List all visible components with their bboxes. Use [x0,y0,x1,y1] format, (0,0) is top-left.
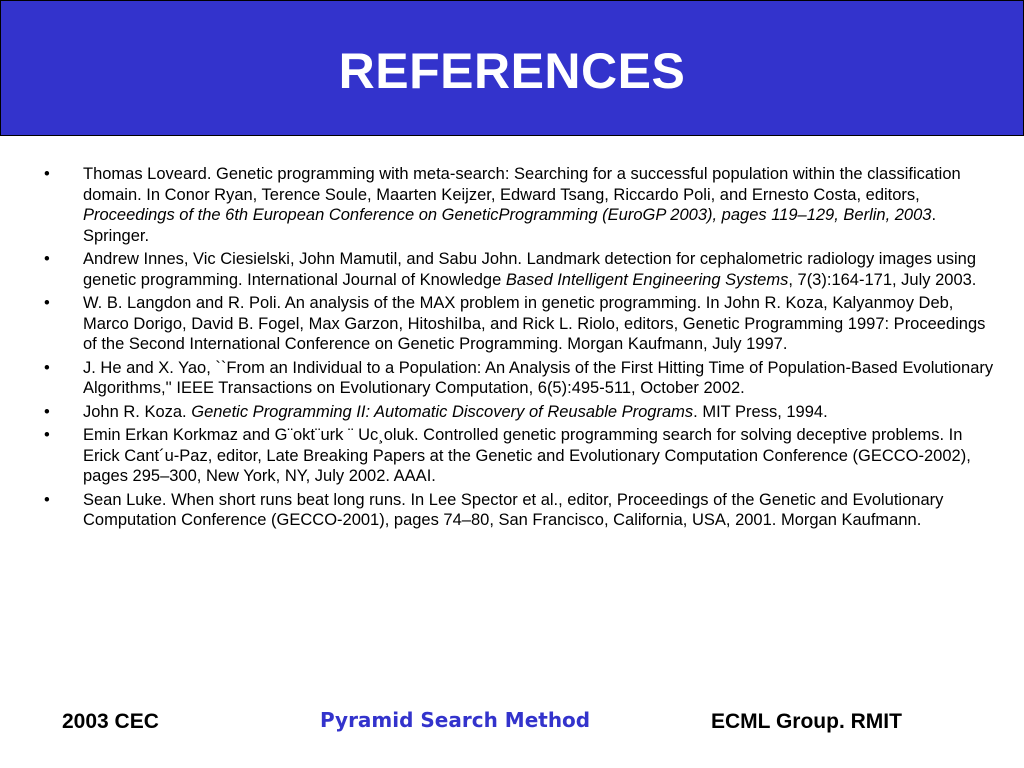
reference-item [44,402,994,423]
reference-item [44,164,994,246]
bullet-icon: • [44,426,50,444]
title-bar [0,0,1024,136]
footer-organization: ECML Group. RMIT [711,710,902,733]
bullet-icon: • [44,250,50,268]
reference-text-end: . MIT Press, 1994. [693,402,828,421]
reference-text-end: , 7(3):164-171, July 2003. [788,270,977,289]
bullet-icon: • [44,402,50,421]
reference-text: Sean Luke. When short runs beat long runs. In Lee Spector et al., editor, Proceedings of the Genetic and Evolutionary Computation Conference (GECCO-2001), pages 74–80, San Francisco, California, USA, 2001. Morgan Kaufmann. [83,490,944,529]
reference-item [44,490,994,531]
reference-text: John R. Koza. [83,402,192,421]
bullet-icon: • [44,165,50,183]
reference-item [44,249,994,290]
bullet-icon: • [44,358,50,377]
reference-text-end: . Springer. [83,206,937,245]
reference-item [44,358,994,399]
footer-conference: 2003 CEC [62,710,159,733]
reference-italic-text: Proceedings of the 6th European Conference on GeneticProgramming (EuroGP 2003), pages 119–129, Berlin, 2003 [83,206,932,224]
page-title: REFERENCES [338,43,686,99]
reference-italic-text: Based Intelligent Engineering Systems [505,270,789,289]
footer-presentation-title: Pyramid Search Method [320,708,591,732]
reference-text: Emin Erkan Korkmaz and G¨okt¨urk ¨ Uc¸oluk. Controlled genetic programming search for solving deceptive problems. In Erick Cant´u-Paz, editor, Late Breaking Papers at the Genetic and Evolutionary Computation Conference (GECCO-2002), pages 295–300, New York, NY, July 2002. AAAI. [83,426,971,485]
reference-item [44,293,994,355]
reference-item [44,425,994,487]
reference-text: J. He and X. Yao, ``From an Individual to a Population: An Analysis of the First Hitting Time of Population-Based Evolutionary Algorithms,'' IEEE Transactions on Evolutionary Computation, 6(5):495-511, October 2002. [83,358,994,397]
reference-text: Andrew Innes, Vic Ciesielski, John Mamutil, and Sabu John. Landmark detection for cephalometric radiology images using genetic programming. International Journal of Knowledge [83,250,976,289]
reference-italic-text: Genetic Programming II: Automatic Discovery of Reusable Programs [191,402,694,421]
reference-text: Thomas Loveard. Genetic programming with meta-search: Searching for a successful population within the classification domain. In Conor Ryan, Terence Soule, Maarten Keijzer, Edward Tsang, Riccardo Poli, and Ernesto Costa, editors, [83,165,961,204]
reference-text: W. B. Langdon and R. Poli. An analysis of the MAX problem in genetic programming. In John R. Koza, Kalyanmoy Deb, Marco Dorigo, David B. Fogel, Max Garzon, HitoshiIba, and Rick L. Riolo, editors, Genetic Programming 1997: Proceedings of the Second International Conference on Genetic Programming. Morgan Kaufmann, July 1997. [83,294,986,353]
bullet-icon: • [44,490,50,509]
bullet-icon: • [44,294,50,312]
reference-list [44,164,994,534]
